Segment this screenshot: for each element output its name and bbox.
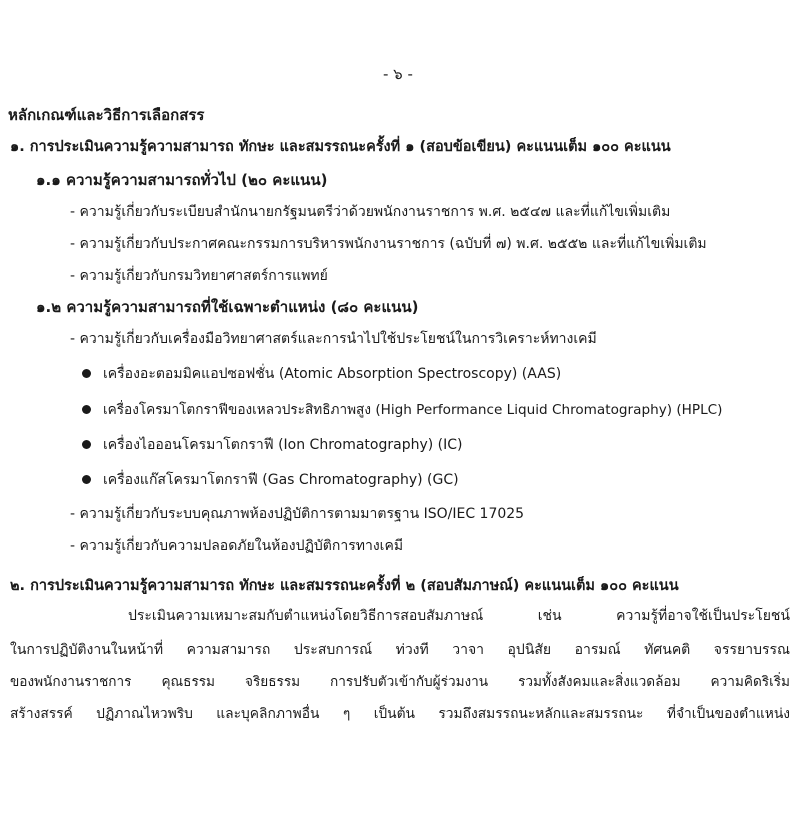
paragraph-line: ประเมินความเหมาะสมกับตำแหน่งโดยวิธีการสอบสัมภาษณ์ เช่น ความรู้ที่อาจใช้เป็นประโยชน์ (128, 608, 790, 624)
page-heading: หลักเกณฑ์และวิธีการเลือกสรร (8, 106, 205, 124)
list-item: - ความรู้เกี่ยวกับระบบคุณภาพห้องปฏิบัติการตามมาตรฐาน ISO/IEC 17025 (70, 506, 525, 522)
list-item: - ความรู้เกี่ยวกับเครื่องมือวิทยาศาสตร์และการนำไปใช้ประโยชน์ในการวิเคราะห์ทางเคมี (70, 331, 597, 347)
bullet-text: เครื่องโครมาโตกราฟีของเหลวประสิทธิภาพสูง (High Performance Liquid Chromatography) (HPLC) (103, 402, 723, 418)
bullet-item (82, 470, 459, 490)
bullet-icon (82, 440, 91, 449)
bullet-icon (82, 475, 91, 484)
bullet-item (82, 400, 722, 420)
bullet-icon (82, 405, 91, 414)
section-2-title: ๒. การประเมินความรู้ความสามารถ ทักษะ และสมรรถนะครั้งที่ ๒ (สอบสัมภาษณ์) คะแนนเต็ม ๑๐๐ คะแนน (10, 578, 679, 594)
bullet-item (82, 435, 463, 455)
list-item: - ความรู้เกี่ยวกับประกาศคณะกรรมการบริหารพนักงานราชการ (ฉบับที่ ๗) พ.ศ. ๒๕๕๒ และที่แก้ไขเพิ่มเติม (70, 236, 707, 252)
bullet-item (82, 364, 561, 384)
section-1-2-title: ๑.๒ ความรู้ความสามารถที่ใช้เฉพาะตำแหน่ง (๘๐ คะแนน) (36, 298, 419, 316)
bullet-icon (82, 369, 91, 378)
bullet-text: เครื่องแก๊สโครมาโตกราฟี (Gas Chromatography) (GC) (103, 472, 459, 488)
bullet-text: เครื่องอะตอมมิคแอปซอฟชั่น (Atomic Absorption Spectroscopy) (AAS) (103, 366, 562, 382)
bullet-text: เครื่องไอออนโครมาโตกราฟี (Ion Chromatography) (IC) (103, 437, 463, 453)
paragraph-line: ในการปฏิบัติงานในหน้าที่ ความสามารถ ประสบการณ์ ท่วงที วาจา อุปนิสัย อารมณ์ ทัศนคติ จรรยาบรรณ (10, 642, 790, 658)
list-item: - ความรู้เกี่ยวกับระเบียบสำนักนายกรัฐมนตรีว่าด้วยพนักงานราชการ พ.ศ. ๒๕๔๗ และที่แก้ไขเพิ่มเติม (70, 204, 671, 220)
page-number: - ๖ - (383, 65, 413, 83)
paragraph-line: สร้างสรรค์ ปฏิภาณไหวพริบ และบุคลิกภาพอื่น ๆ เป็นต้น รวมถึงสมรรถนะหลักและสมรรถนะ ที่จำเป็นของตำแหน่ง (10, 706, 790, 722)
list-item: - ความรู้เกี่ยวกับกรมวิทยาศาสตร์การแพทย์ (70, 268, 328, 284)
section-1-1-title: ๑.๑ ความรู้ความสามารถทั่วไป (๒๐ คะแนน) (36, 171, 328, 189)
paragraph-line: ของพนักงานราชการ คุณธรรม จริยธรรม การปรับตัวเข้ากับผู้ร่วมงาน รวมทั้งสังคมและสิ่งแวดล้อม ความคิดริเริ่ม (10, 674, 790, 690)
list-item: - ความรู้เกี่ยวกับความปลอดภัยในห้องปฏิบัติการทางเคมี (70, 538, 404, 554)
section-1-title: ๑. การประเมินความรู้ความสามารถ ทักษะ และสมรรถนะครั้งที่ ๑ (สอบข้อเขียน) คะแนนเต็ม ๑๐๐ คะแนน (10, 139, 671, 155)
